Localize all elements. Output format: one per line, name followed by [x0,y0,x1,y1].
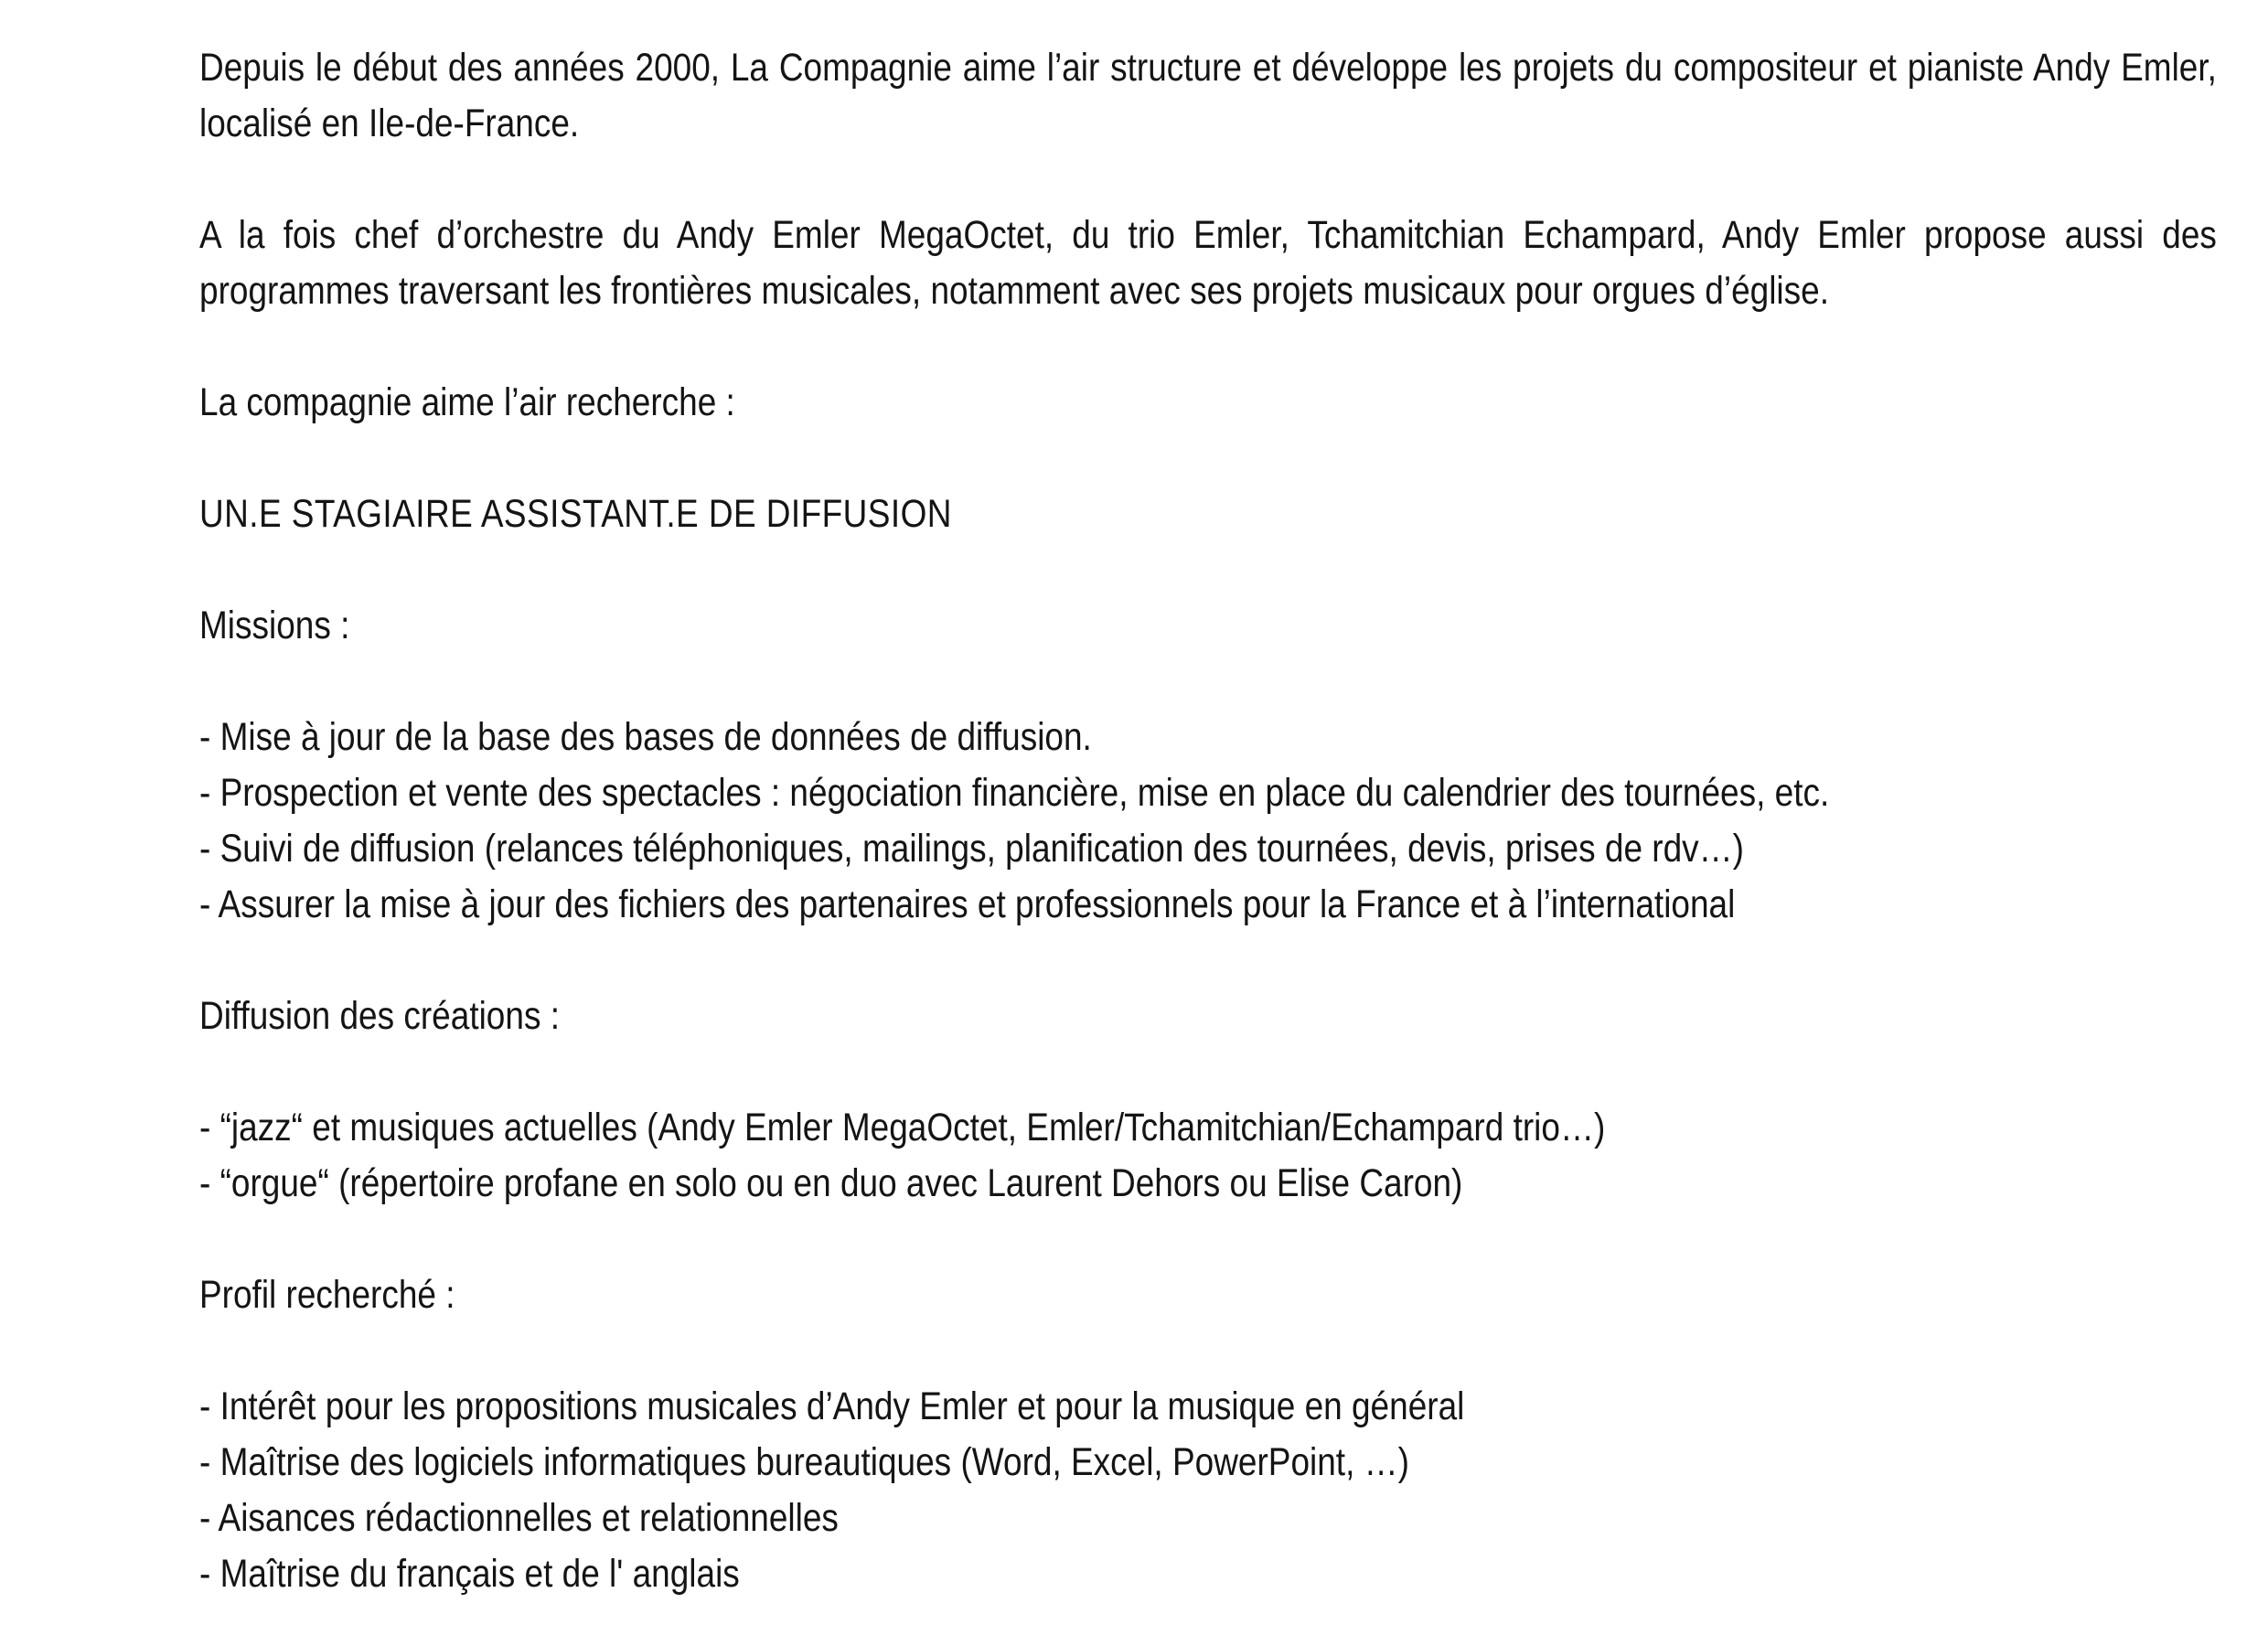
list-item: - Intérêt pour les propositions musicales d’Andy Emler et pour la musique en général [199,1384,1465,1428]
profile-list [199,1379,2217,1602]
profile-heading: Profil recherché : [199,1273,455,1317]
missions-list [199,710,2217,933]
list-item: - Maîtrise des logiciels informatiques bureautiques (Word, Excel, PowerPoint, …) [199,1440,1409,1484]
list-item: - Mise à jour de la base des bases de données de diffusion. [199,715,1092,759]
diffusion-list [199,1100,2217,1212]
spacer [199,319,2217,375]
diffusion-heading: Diffusion des créations : [199,994,560,1038]
list-item: - Prospection et vente des spectacles : négociation financière, mise en place du calendrier des tournées, etc. [199,771,1830,815]
spacer [199,933,2217,989]
job-title: UN.E STAGIAIRE ASSISTANT.E DE DIFFUSION [199,492,952,536]
list-item: - Aisances rédactionnelles et relationnelles [199,1496,839,1540]
missions-heading: Missions : [199,604,350,647]
list-item: - Assurer la mise à jour des fichiers des partenaires et professionnels pour la France et à l’international [199,882,1736,926]
list-item: - Maîtrise du français et de l' anglais [199,1552,740,1596]
spacer [199,1044,2217,1100]
spacer [199,654,2217,710]
list-item: - Suivi de diffusion (relances téléphoniques, mailings, planification des tournées, devis, prises de rdv…) [199,827,1744,871]
document-page [199,40,2217,1602]
spacer [199,1212,2217,1267]
spacer [199,431,2217,486]
intro-paragraph-1: Depuis le début des années 2000, La Compagnie aime l’air structure et développe les projets du compositeur et pianiste Andy Emler, localisé en Ile-de-France. [199,46,2217,145]
intro-paragraph-3: La compagnie aime l’air recherche : [199,380,735,424]
list-item: - “orgue“ (répertoire profane en solo ou en duo avec Laurent Dehors ou Elise Caron) [199,1161,1463,1205]
intro-paragraph-2: A la fois chef d’orchestre du Andy Emler MegaOctet, du trio Emler, Tchamitchian Echampard, Andy Emler propose aussi des programmes traversant les frontières musicales, notamment avec ses projets musicaux pour orgues d’église. [199,213,2217,313]
spacer [199,152,2217,208]
spacer [199,542,2217,598]
list-item: - “jazz“ et musiques actuelles (Andy Emler MegaOctet, Emler/Tchamitchian/Echampard trio…) [199,1106,1606,1149]
spacer [199,1323,2217,1379]
